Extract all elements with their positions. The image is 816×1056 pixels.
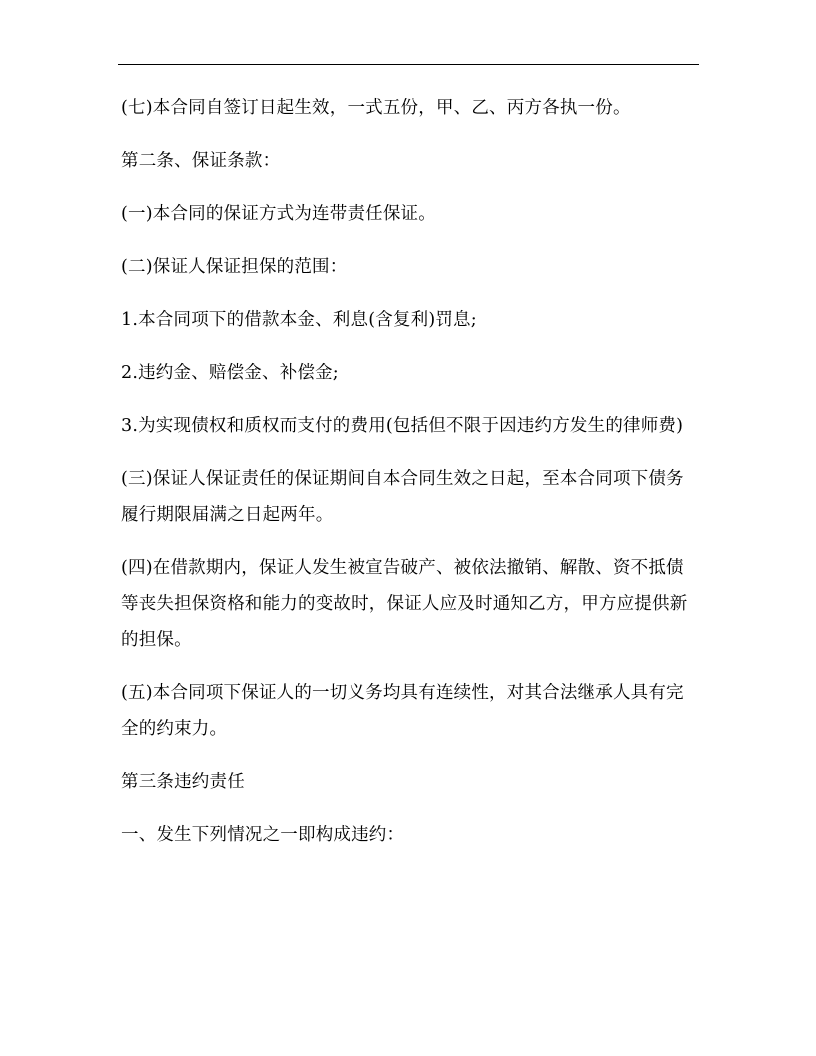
clause-7-effective: (七)本合同自签订日起生效，一式五份，甲、乙、丙方各执一份。	[121, 98, 631, 118]
breach-conditions-heading: 一、发生下列情况之一即构成违约：	[121, 825, 405, 845]
obligation-continuity: (五)本合同项下保证人的一切义务均具有连续性，对其合法继承人具有完全的约束力。	[121, 683, 684, 739]
scope-item-2: 2.违约金、赔偿金、补偿金;	[121, 363, 339, 383]
header-rule	[118, 64, 699, 65]
article-2-heading: 第二条、保证条款：	[121, 151, 281, 171]
document-body	[121, 90, 693, 870]
scope-item-3: 3.为实现债权和质权而支付的费用(包括但不限于因违约方发生的律师费)	[121, 416, 684, 436]
guarantee-period: (三)保证人保证责任的保证期间自本合同生效之日起，至本合同项下债务履行期限届满之日起两年。	[121, 469, 684, 525]
scope-item-1: 1.本合同项下的借款本金、利息(含复利)罚息;	[121, 310, 477, 330]
guarantor-change: (四)在借款期内，保证人发生被宣告破产、被依法撤销、解散、资不抵债等丧失担保资格和能力的变故时，保证人应及时通知乙方，甲方应提供新的担保。	[121, 558, 688, 650]
article-3-heading: 第三条违约责任	[121, 772, 245, 792]
guarantee-scope: (二)保证人保证担保的范围：	[121, 257, 348, 277]
guarantee-method: (一)本合同的保证方式为连带责任保证。	[121, 204, 436, 224]
